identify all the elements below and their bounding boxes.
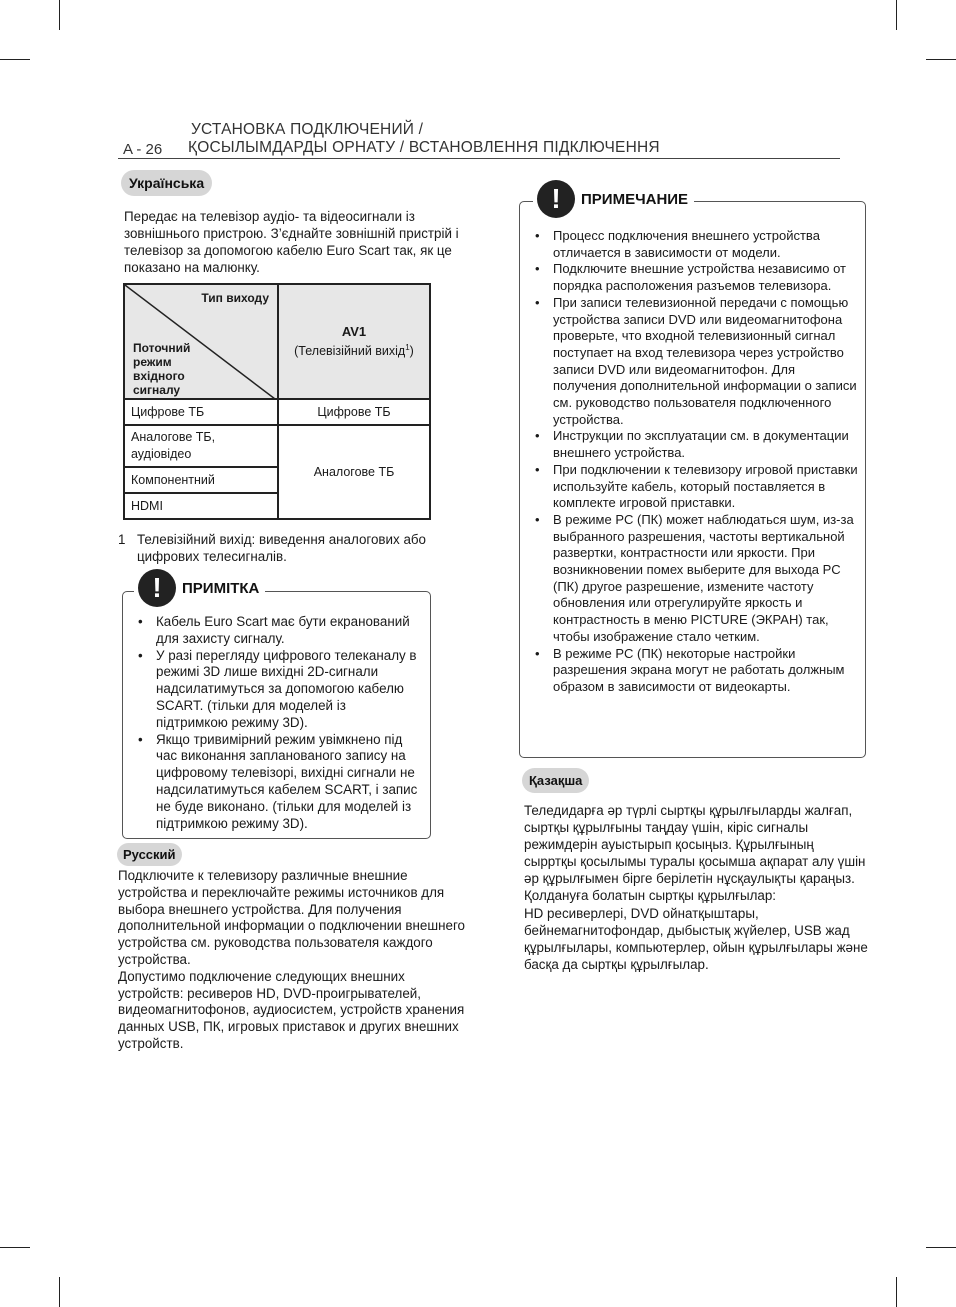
note-item: • Кабель Euro Scart має бути екранований для захисту сигналу. bbox=[136, 614, 418, 648]
note-item: • Подключите внешние устройства независимо от порядка расположения разъемов телевизора. bbox=[533, 261, 859, 294]
table-footnote bbox=[118, 531, 448, 565]
table-cell-output: Цифрове ТБ bbox=[278, 399, 430, 425]
note-header-russian bbox=[533, 180, 694, 218]
note-header-ukrainian bbox=[134, 569, 265, 607]
crop-mark bbox=[59, 0, 60, 30]
crop-mark bbox=[0, 1247, 30, 1248]
footnote-number: 1 bbox=[118, 532, 126, 547]
page-number: A - 26 bbox=[123, 141, 163, 158]
crop-mark bbox=[0, 59, 30, 60]
note-item: • При записи телевизионной передачи с помощью устройства записи DVD или видеомагнитофона проверьте, что входной телевизионный сигнал поступает на вход телевизора через устройство записи DVD или видеомагнитофон. Для получения дополнительной информации о записи см. руководство пользователя подключенного устройства. bbox=[533, 295, 859, 429]
table-cell-input: HDMI bbox=[124, 493, 278, 519]
kazakh-text-1: Теледидарға әр түрлі сыртқы құрылғыларды жалғап, сыртқы құрылғыны таңдау үшін, кіріс сигналы режимдерін ауыстырып қосыңыз. Құрылғының сырртқы қосылымы туралы қосымша ақпарат алу үшін әр құрылғымен бірге берілетін нұсқаулықты қараңыз. bbox=[524, 803, 866, 887]
section-label-ukrainian: Українська bbox=[121, 170, 212, 196]
note-item: • Процесс подключения внешнего устройства отличается в зависимости от модели. bbox=[533, 228, 859, 261]
russian-text-2: Допустимо подключение следующих внешних устройств: ресиверов HD, DVD-проигрывателей, видеомагнитофонов, аудиосистем, устройств хранения данных USB, ПК, игровых приставок и других внешних устройств. bbox=[118, 968, 465, 1051]
table-cell-input: Аналогове ТБ, аудіовідео bbox=[124, 425, 278, 467]
av1-sub: (Телевізійний вихід bbox=[294, 344, 406, 359]
note-item: • В режиме PC (ПК) может наблюдаться шум, из-за выбранного разрешения, частоты вертикальной развертки, контрастности или яркости. При возникновении помех выберите для выхода PC (ПК) другое разрешение, измените частоту обновления или отрегулируйте яркость и контрастность в меню PICTURE (ЭКРАН) так, чтобы изображение стало четким. bbox=[533, 512, 859, 646]
crop-mark bbox=[926, 1247, 956, 1248]
note-item: • При подключении к телевизору игровой приставки используйте кабель, который поставляется в комплекте игровой приставки. bbox=[533, 462, 859, 512]
note-item: • В режиме PC (ПК) некоторые настройки разрешения экрана могут не работать должным образом в зависимости от видеокарты. bbox=[533, 646, 859, 696]
table-header-diagonal bbox=[124, 284, 278, 399]
note-item: • Якщо тривимірний режим увімкнено під час виконання запланованого запису на цифровому телевізорі, вихідні сигнали не надсилатимуться кабелем SCART, і запис не буде виконано. (тільки для моделей із підтримкою режиму 3D). bbox=[136, 732, 418, 833]
crop-mark bbox=[896, 0, 897, 30]
input-mode-header: Поточний режим вхідного сигналу bbox=[133, 341, 191, 397]
crop-mark bbox=[59, 1277, 60, 1307]
kazakh-text-2: Қолдануға болатын сыртқы құрылғылар: bbox=[524, 888, 777, 904]
crop-mark bbox=[926, 59, 956, 60]
ukrainian-text: Передає на телевізор аудіо- та відеосигнали із зовнішнього пристрою. З’єднайте зовнішній пристрій і телевізор за допомогою кабелю Euro Scart так, як це показано на малюнку. bbox=[124, 209, 459, 275]
output-type-header: Тип виходу bbox=[201, 291, 269, 305]
russian-text-1: Подключите к телевизору различные внешние устройства и переключайте режимы источников для выбора внешнего устройства. Для получения дополнительной информации о подключении внешнего устройства см. руководства пользователя каждого устройства. bbox=[118, 868, 465, 967]
note-list-ukrainian bbox=[136, 614, 418, 832]
connection-table bbox=[123, 283, 431, 520]
note-list-russian bbox=[533, 228, 859, 696]
header-title-line1: УСТАНОВКА ПОДКЛЮЧЕНИЙ / bbox=[191, 121, 424, 138]
kazakh-paragraph bbox=[524, 802, 869, 973]
exclamation-icon: ! bbox=[138, 569, 176, 607]
footnote-text: Телевізійний вихід: виведення аналогових або цифрових телесигналів. bbox=[137, 532, 427, 564]
crop-mark bbox=[896, 1277, 897, 1307]
av1-label: AV1 bbox=[341, 323, 367, 339]
table-cell-input: Компонентний bbox=[124, 467, 278, 493]
section-label-russian: Русский bbox=[117, 843, 182, 866]
header-rule bbox=[118, 158, 840, 159]
table-cell-output: Аналогове ТБ bbox=[278, 425, 430, 519]
table-cell-input: Цифрове ТБ bbox=[124, 399, 278, 425]
note-title: ПРИМІТКА bbox=[182, 579, 260, 597]
av1-sub-close: ) bbox=[409, 344, 414, 359]
ukrainian-paragraph bbox=[124, 208, 474, 276]
section-label-kazakh: Қазақша bbox=[522, 768, 589, 793]
note-title: ПРИМЕЧАНИЕ bbox=[581, 190, 689, 208]
kazakh-text-3: HD ресиверлері, DVD ойнатқыштары, бейнемагнитофондар, дыбыстық жүйелер, USB жад құрылғылары, компьютерлер, ойын құрылғылары және басқа да сыртқы құрылғылар. bbox=[524, 905, 868, 972]
russian-paragraph bbox=[118, 868, 468, 1053]
av1-header bbox=[278, 284, 430, 399]
header-title-line2: ҚОСЫЛЫМДАРДЫ ОРНАТУ / ВСТАНОВЛЕННЯ ПІДКЛЮЧЕННЯ bbox=[188, 139, 660, 156]
exclamation-icon: ! bbox=[537, 180, 575, 218]
note-item: • Инструкции по эксплуатации см. в документации внешнего устройства. bbox=[533, 428, 859, 461]
note-item: • У разі перегляду цифрового телеканалу в режимі 3D лише вихідні 2D-сигнали надсилатимуться за допомогою кабелю SCART. (тільки для моделей із підтримкою режиму 3D). bbox=[136, 648, 418, 732]
av1-footnote-ref: 1 bbox=[405, 342, 410, 352]
